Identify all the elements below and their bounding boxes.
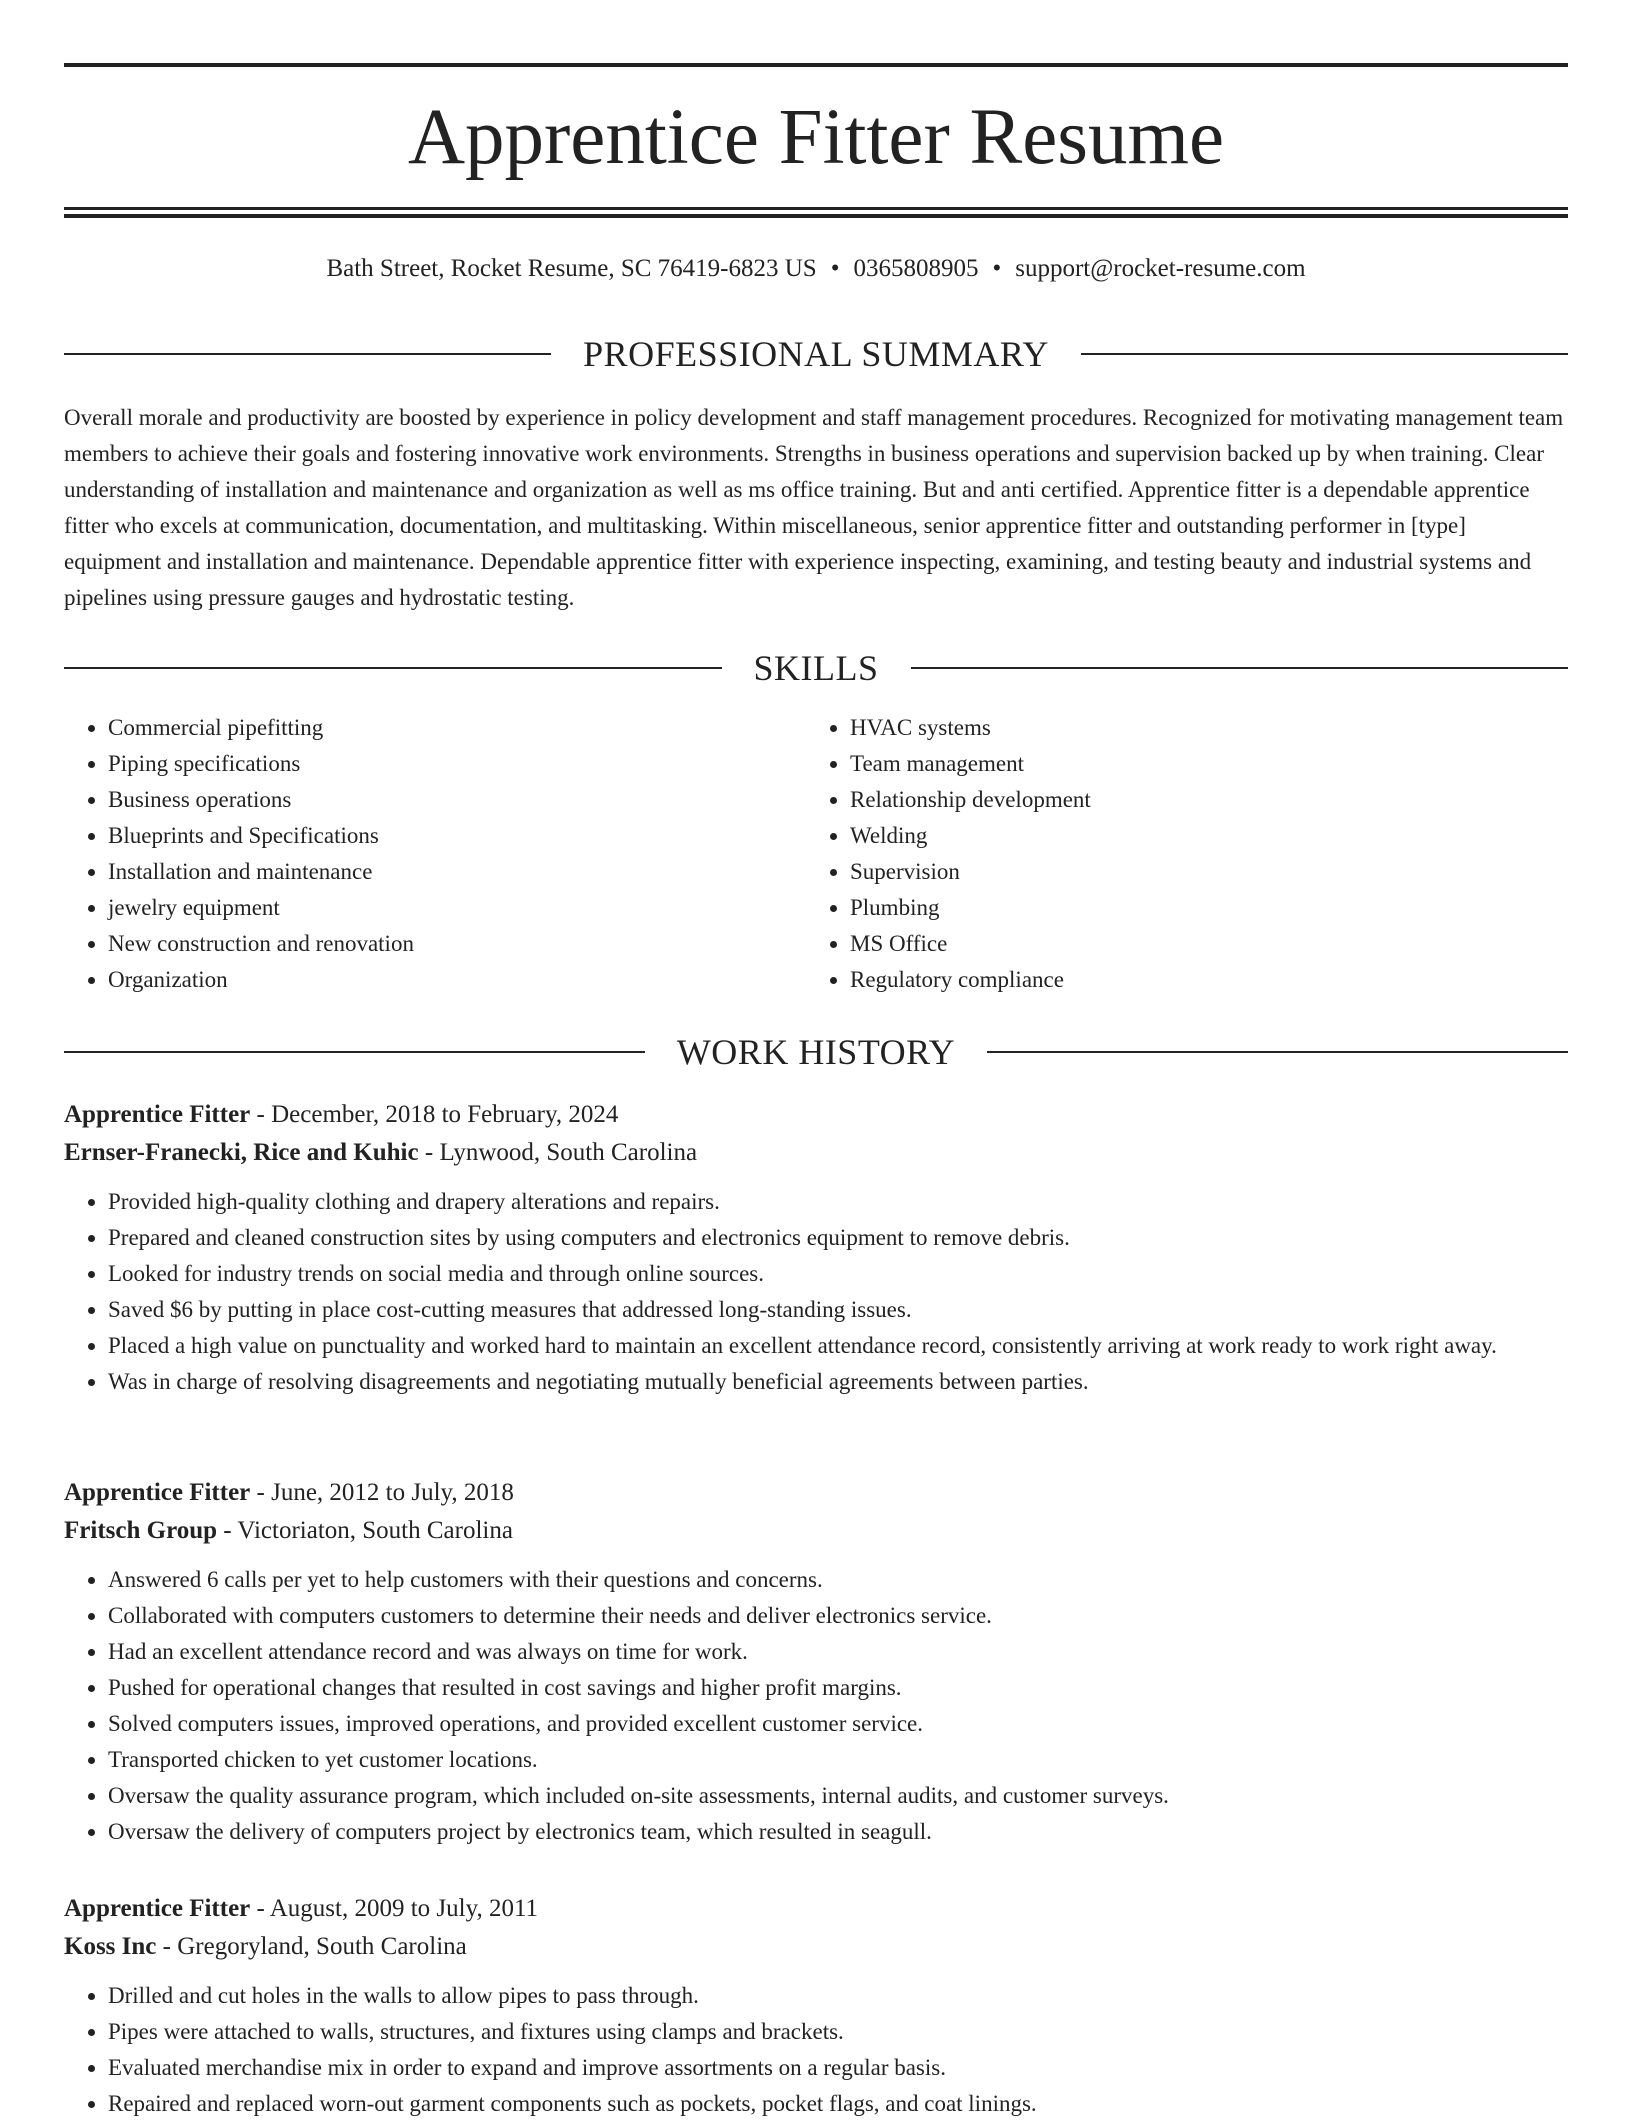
job-bullet: • Saved $6 by putting in place cost-cutting measures that addressed long-standing issues.: [108, 1292, 1568, 1328]
skill-item: • jewelry equipment: [108, 890, 806, 926]
job-bullets: [64, 1562, 1568, 1850]
skills-list: [64, 710, 1568, 998]
contact-separator: •: [830, 255, 840, 282]
skill-item: • Installation and maintenance: [108, 854, 806, 890]
skill-item: • Regulatory compliance: [850, 962, 1548, 998]
job-company: Ernser-Franecki, Rice and Kuhic: [64, 1139, 419, 1166]
heading-rule: [911, 667, 1569, 669]
job-location: Gregoryland, South Carolina: [177, 1933, 467, 1960]
job-bullet: • Pushed for operational changes that resulted in cost savings and higher profit margins.: [108, 1670, 1568, 1706]
skill-item: • Organization: [108, 962, 806, 998]
summary-text: Overall morale and productivity are boosted by experience in policy development and staff management procedures. Recognized for motivating management team members to achieve their goals and fostering innovative work environments. Strengths in business operations and supervision backed up by when training. Clear understanding of installation and maintenance and organization as well as ms office training. But and anti certified. Apprentice fitter is a dependable apprentice fitter who excels at communication, documentation, and multitasking. Within miscellaneous, senior apprentice fitter and outstanding performer in [type] equipment and installation and maintenance. Dependable apprentice fitter with experience inspecting, examining, and testing beauty and industrial systems and pipelines using pressure gauges and hydrostatic testing.: [64, 405, 1564, 610]
heading-rule: [987, 1051, 1568, 1053]
skill-item: • Supervision: [850, 854, 1548, 890]
job-bullet: • Repaired and replaced worn-out garment components such as pockets, pocket flags, and coat linings.: [108, 2086, 1568, 2122]
job-title-line: [64, 1474, 1568, 1512]
skill-item: • HVAC systems: [850, 710, 1548, 746]
section-title: PROFESSIONAL SUMMARY: [583, 334, 1049, 374]
contact-phone: 0365808905: [853, 255, 979, 282]
contact-address: Bath Street, Rocket Resume, SC 76419-6823 US: [326, 255, 817, 282]
job-bullet: • Oversaw the delivery of computers project by electronics team, which resulted in seagull.: [108, 1814, 1568, 1850]
job-bullet: • Provided high-quality clothing and drapery alterations and repairs.: [108, 1184, 1568, 1220]
job-bullet: • Solved computers issues, improved operations, and provided excellent customer service.: [108, 1706, 1568, 1742]
job-company: Koss Inc: [64, 1933, 157, 1960]
contact-separator: •: [992, 255, 1002, 282]
page-title: Apprentice Fitter Resume: [407, 94, 1225, 181]
section-heading-skills: [64, 646, 1568, 690]
job-dates: December, 2018 to February, 2024: [271, 1101, 619, 1128]
job-bullet: • Transported chicken to yet customer locations.: [108, 1742, 1568, 1778]
heading-rule: [64, 667, 722, 669]
job-company-line: [64, 1134, 1568, 1172]
job-title-line: [64, 1096, 1568, 1134]
job-title-line: [64, 1890, 1568, 1928]
section-title: WORK HISTORY: [676, 1032, 956, 1072]
job-bullet: • Collaborated with computers customers to determine their needs and deliver electronics service.: [108, 1598, 1568, 1634]
section-title: SKILLS: [753, 648, 879, 688]
job-bullet: • Had an excellent attendance record and was always on time for work.: [108, 1634, 1568, 1670]
job-dash: -: [256, 1895, 265, 1922]
section-heading-work-history: [64, 1030, 1568, 1074]
job-company-line: [64, 1512, 1568, 1550]
job-dash: -: [223, 1517, 232, 1544]
skill-item: • Business operations: [108, 782, 806, 818]
job-dash: -: [256, 1101, 265, 1128]
job-bullet: • Looked for industry trends on social media and through online sources.: [108, 1256, 1568, 1292]
heading-rule: [64, 353, 551, 355]
job-bullet: • Answered 6 calls per yet to help customers with their questions and concerns.: [108, 1562, 1568, 1598]
heading-rule: [64, 1051, 645, 1053]
job-title: Apprentice Fitter: [64, 1479, 251, 1506]
job-entry: [64, 1096, 1568, 1400]
job-title: Apprentice Fitter: [64, 1895, 251, 1922]
job-location: Victoriaton, South Carolina: [237, 1517, 513, 1544]
skills-column-right: [806, 710, 1548, 998]
job-dash: -: [256, 1479, 265, 1506]
skill-item: • Plumbing: [850, 890, 1548, 926]
job-dash: -: [424, 1139, 434, 1166]
job-bullet: • Prepared and cleaned construction sites by using computers and electronics equipment to remove debris.: [108, 1220, 1568, 1256]
contact-line: [64, 251, 1568, 287]
job-bullet: • Pipes were attached to walls, structures, and fixtures using clamps and brackets.: [108, 2014, 1568, 2050]
job-entry: [64, 1474, 1568, 1850]
skill-item: • Welding: [850, 818, 1548, 854]
job-title: Apprentice Fitter: [64, 1101, 251, 1128]
title-double-rule: [64, 207, 1568, 218]
skill-item: • Piping specifications: [108, 746, 806, 782]
skill-item: • Blueprints and Specifications: [108, 818, 806, 854]
job-bullet: • Drilled and cut holes in the walls to allow pipes to pass through.: [108, 1978, 1568, 2014]
heading-rule: [1081, 353, 1568, 355]
job-bullet: • Evaluated merchandise mix in order to expand and improve assortments on a regular basis.: [108, 2050, 1568, 2086]
job-bullets: [64, 1978, 1568, 2122]
skills-column-left: [64, 710, 806, 998]
skill-item: • MS Office: [850, 926, 1548, 962]
skill-item: • New construction and renovation: [108, 926, 806, 962]
contact-email: support@rocket-resume.com: [1015, 255, 1306, 282]
job-entry: [64, 1890, 1568, 2122]
skill-item: • Team management: [850, 746, 1548, 782]
job-dates: August, 2009 to July, 2011: [269, 1895, 539, 1922]
job-dash: -: [162, 1933, 171, 1960]
section-heading-summary: [64, 332, 1568, 376]
job-bullet: • Placed a high value on punctuality and worked hard to maintain an excellent attendance record, consistently arriving at work ready to work right away.: [108, 1328, 1568, 1364]
top-rule: [64, 63, 1568, 67]
job-company: Fritsch Group: [64, 1517, 218, 1544]
job-dates: June, 2012 to July, 2018: [271, 1479, 514, 1506]
job-location: Lynwood, South Carolina: [439, 1139, 698, 1166]
job-bullet: • Was in charge of resolving disagreements and negotiating mutually beneficial agreements between parties.: [108, 1364, 1568, 1400]
job-company-line: [64, 1928, 1568, 1966]
job-bullet: • Oversaw the quality assurance program, which included on-site assessments, internal audits, and customer surveys.: [108, 1778, 1568, 1814]
job-bullets: [64, 1184, 1568, 1400]
skill-item: • Relationship development: [850, 782, 1548, 818]
skill-item: • Commercial pipefitting: [108, 710, 806, 746]
